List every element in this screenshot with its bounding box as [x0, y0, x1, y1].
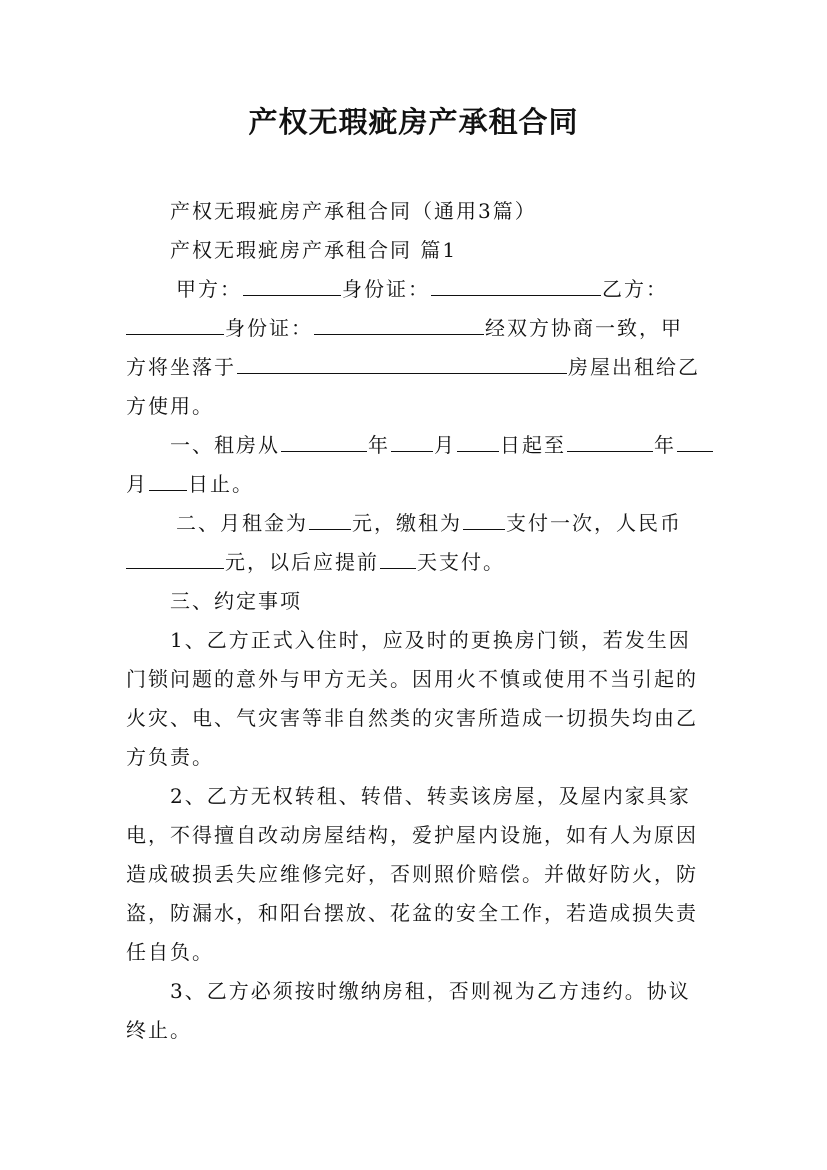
- location-suffix: 房屋出租给乙: [568, 355, 700, 379]
- party-b-id-label: 身份证：: [225, 316, 313, 340]
- document-title: 产权无瑕疵房产承租合同: [248, 105, 579, 139]
- parties-line-3: [126, 352, 704, 382]
- parties-line-2: [126, 313, 704, 343]
- end-year-blank: [567, 431, 653, 452]
- item2-line-3: 造成破损丢失应维修完好，否则照价赔偿。并做好防火，防: [126, 862, 698, 886]
- rent-amount-blank: [309, 509, 351, 530]
- start-year-blank: [281, 431, 367, 452]
- rent-label: 二、月租金为: [176, 511, 308, 535]
- end-year-label: 年: [654, 433, 676, 457]
- item1-line-1: 1、乙方正式入住时，应及时的更换房门锁，若发生因: [170, 628, 691, 652]
- item3-line-1: 3、乙方必须按时缴纳房租，否则视为乙方违约。协议: [170, 979, 691, 1003]
- rent-line-1: [176, 508, 754, 538]
- parties-line-1: [176, 274, 754, 304]
- end-day-blank: [149, 470, 187, 491]
- payment-label: 元，缴租为: [352, 511, 462, 535]
- item2-line-2: 电，不得擅自改动房屋结构，爱护屋内设施，如有人为原因: [126, 823, 698, 847]
- agreement-text: 经双方协商一致，甲: [485, 316, 683, 340]
- party-a-blank: [243, 275, 341, 296]
- advance-label: 元，以后应提前: [225, 550, 379, 574]
- end-month-blank: [677, 431, 713, 452]
- section-heading: 产权无瑕疵房产承租合同 篇1: [170, 238, 458, 262]
- party-b-id-blank: [314, 314, 484, 335]
- term-start-label: 一、租房从: [170, 433, 280, 457]
- item1-line-3: 火灾、电、气灾害等非自然类的灾害所造成一切损失均由乙: [126, 706, 698, 730]
- item1-line-4: 方负责。: [126, 745, 214, 769]
- advance-days-blank: [380, 548, 416, 569]
- payment-period-blank: [463, 509, 505, 530]
- party-a-label: 甲方：: [176, 277, 242, 301]
- party-b-label: 乙方：: [602, 277, 668, 301]
- party-a-id-blank: [431, 275, 601, 296]
- end-day-label: 日止。: [188, 472, 254, 496]
- year-label: 年: [368, 433, 390, 457]
- until-label: 日起至: [500, 433, 566, 457]
- agreed-items-heading: 三、约定事项: [170, 589, 302, 613]
- document-subtitle: 产权无瑕疵房产承租合同（通用3篇）: [170, 199, 537, 223]
- end-month-label: 月: [126, 472, 148, 496]
- location-blank: [237, 353, 567, 374]
- start-day-blank: [457, 431, 499, 452]
- parties-line-4: 方使用。: [126, 394, 214, 418]
- rmb-amount-blank: [126, 548, 224, 569]
- item2-line-4: 盗，防漏水，和阳台摆放、花盆的安全工作，若造成损失责: [126, 901, 698, 925]
- party-a-id-label: 身份证：: [342, 277, 430, 301]
- term-line-1: [170, 430, 748, 460]
- month-label: 月: [434, 433, 456, 457]
- rent-line-2: [126, 547, 704, 577]
- item3-line-2: 终止。: [126, 1018, 192, 1042]
- rmb-label: 支付一次，人民币: [506, 511, 682, 535]
- start-month-blank: [391, 431, 433, 452]
- item1-line-2: 门锁问题的意外与甲方无关。因用火不慎或使用不当引起的: [126, 667, 698, 691]
- item2-line-1: 2、乙方无权转租、转借、转卖该房屋，及屋内家具家: [170, 784, 691, 808]
- item2-line-5: 任自负。: [126, 940, 214, 964]
- days-label: 天支付。: [417, 550, 505, 574]
- location-prefix: 方将坐落于: [126, 355, 236, 379]
- term-line-2: [126, 469, 704, 499]
- party-b-blank: [126, 314, 224, 335]
